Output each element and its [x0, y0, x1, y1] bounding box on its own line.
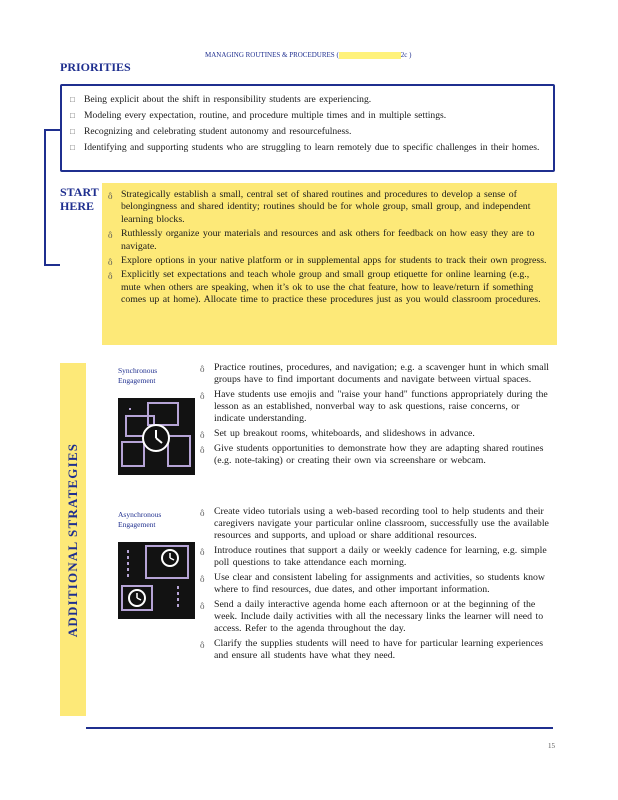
- bullet-icon: ô: [200, 574, 205, 584]
- bottom-rule: [86, 727, 553, 729]
- running-header-tail: 2c ): [400, 51, 412, 59]
- bullet-icon: ô: [200, 601, 205, 611]
- priorities-heading: PRIORITIES: [60, 60, 131, 74]
- list-item: ô Introduce routines that support a daily or weekly cadence for learning, e.g. simple poll questions to take attendance each morning.: [200, 545, 547, 568]
- synchronous-label: Synchronous Engagement: [118, 366, 158, 385]
- bullet-icon: ô: [200, 430, 205, 440]
- bullet-icon: ô: [108, 230, 113, 241]
- bullet-icon: ô: [200, 547, 205, 557]
- list-item: ô Set up breakout rooms, whiteboards, and slideshows in advance.: [200, 428, 475, 440]
- bullet-icon: □: [70, 111, 75, 120]
- start-item: ô Strategically establish a small, central set of shared routines and procedures to develop a sense of belongingness and shared identity; routines should be for whole group, small group, and independent learning blocks.: [108, 189, 547, 226]
- start-here-heading: START HERE: [60, 185, 99, 213]
- start-item: ô Explore options in your native platform or in supplemental apps for students to track their own progress.: [108, 255, 547, 268]
- bullet-icon: ô: [200, 508, 205, 518]
- bullet-icon: ô: [108, 191, 113, 201]
- bullet-icon: ô: [200, 391, 205, 401]
- running-header: [205, 51, 412, 59]
- additional-strategies-label: [60, 363, 86, 716]
- page-number: 15: [548, 742, 555, 750]
- monitors-clock-icon: [118, 542, 195, 619]
- start-item: ô Ruthlessly organize your materials and resources and ask others for feedback on how easy they are to navigate.: [108, 228, 547, 253]
- bullet-icon: □: [70, 95, 75, 104]
- asynchronous-label: Asynchronous Engagement: [118, 510, 162, 529]
- devices-clock-icon: [118, 398, 195, 475]
- bullet-icon: ô: [108, 271, 113, 282]
- list-item: ô Clarify the supplies students will need to have for particular learning experiences and ensure all students have what they need.: [200, 638, 544, 661]
- priority-item: □ Modeling every expectation, routine, and procedure multiple times and in multiple settings.: [70, 110, 447, 121]
- priority-item: □ Identifying and supporting students who are struggling to learn remotely due to specific challenges in their homes.: [70, 142, 540, 153]
- header-highlight: [339, 52, 401, 59]
- list-item: ô Use clear and consistent labeling for assignments and activities, so students know where to find resources, due dates, and other important information.: [200, 572, 545, 595]
- start-here-box: [102, 183, 557, 345]
- priorities-box: [60, 84, 555, 172]
- section-bracket: [44, 129, 60, 266]
- list-item: ô Create video tutorials using a web-based recording tool to help students and their caregivers navigate your particular online classroom, successfully use the available resources and supports, and upload or share additional resources.: [200, 506, 549, 541]
- list-item: ô Practice routines, procedures, and navigation; e.g. a scavenger hunt in which small groups have to find important documents and navigate between virtual spaces.: [200, 362, 550, 385]
- list-item: ô Give students opportunities to demonstrate how they are adapting shared routines (e.g. note-taking) or creating their own via screenshare or webcam.: [200, 443, 544, 466]
- priority-item: □ Being explicit about the shift in responsibility students are experiencing.: [70, 94, 372, 105]
- start-item: ô Explicitly set expectations and teach whole group and small group etiquette for online learning (e.g., mute when others are speaking, when it’s ok to use the chat feature, how to leave/return if something comes up at home). Allocate time to practice these procedures just as you would classroom procedures.: [108, 269, 547, 306]
- bullet-icon: □: [70, 143, 75, 152]
- synchronous-list: [200, 362, 552, 470]
- priority-item: □ Recognizing and celebrating student autonomy and resourcefulness.: [70, 126, 352, 137]
- additional-strategies-heading: ADDITIONAL STRATEGIES: [65, 442, 80, 637]
- list-item: ô Have students use emojis and "raise your hand" functions appropriately during the lesson as an established, nonverbal way to ask questions, raise concerns, or indicate understanding.: [200, 389, 548, 424]
- list-item: ô Send a daily interactive agenda home each afternoon or at the beginning of the week. Include daily activities with all the necessary links the learner will need to access. Refer to the agenda throughout the day.: [200, 599, 544, 634]
- bullet-icon: ô: [108, 257, 113, 268]
- bullet-icon: ô: [200, 364, 205, 374]
- bullet-icon: ô: [200, 445, 205, 455]
- bullet-icon: ô: [200, 640, 205, 650]
- asynchronous-list: [200, 506, 552, 665]
- running-header-title: MANAGING ROUTINES & PROCEDURES (: [205, 51, 339, 59]
- bullet-icon: □: [70, 127, 75, 136]
